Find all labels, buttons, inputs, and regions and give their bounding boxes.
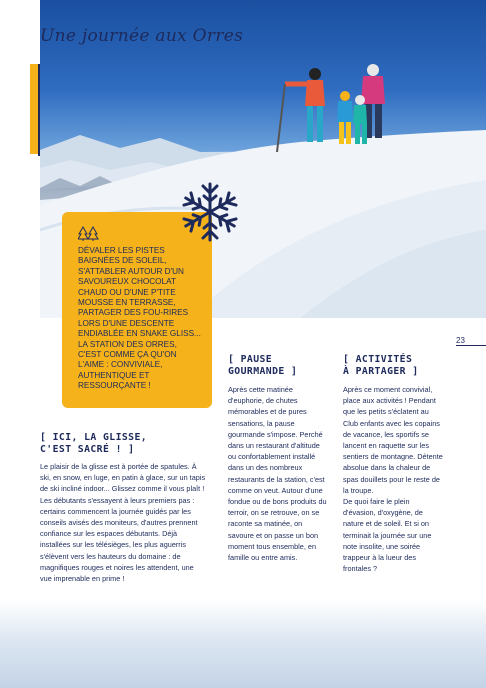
- column-1-heading-line-1: [ ICI, LA GLISSE,: [40, 432, 148, 443]
- column-1-heading: [40, 432, 147, 456]
- column-1-heading-line-2: C'EST SACRÉ ! ]: [40, 444, 135, 455]
- page-title: Une journée aux Orres: [40, 26, 244, 46]
- column-3-heading-line-1: [ ACTIVITÉS: [343, 354, 413, 365]
- column-1-paragraph-1: Le plaisir de la glisse est à portée de spatules. À ski, en snow, en luge, en patin à glace, sur un tapis de ski incliné indoor... Glissez comme il vous plaît !: [40, 462, 206, 494]
- column-3-paragraph-1: Après ce moment convivial, place aux activités ! Pendant que les petits s'éclatent au Club enfants avec les copains de vacance, les sportifs se lancent en raquette sur les sentiers de montagne. Détente absolue dans la chaleur de spas douillets pour le reste de la troupe.: [343, 385, 443, 495]
- page-number: 23: [456, 336, 465, 345]
- skiers-figures: [265, 62, 405, 162]
- column-3-heading: [343, 354, 419, 378]
- column-3-body: [343, 384, 443, 574]
- column-2-body: [228, 384, 328, 563]
- column-3-paragraph-2: De quoi faire le plein d'évasion, d'oxygène, de nature et de soleil. Et si on terminait la journée sur une note insolite, une soirée trappeur à la lueur des frontales ?: [343, 497, 432, 574]
- column-2-heading: [228, 354, 297, 378]
- column-2-heading-line-1: [ PAUSE: [228, 354, 273, 365]
- pine-trees-icon: [78, 226, 100, 242]
- accent-bar-yellow: [30, 64, 38, 154]
- column-1-body: [40, 461, 206, 584]
- column-2-paragraph-1: Après cette matinée d'euphorie, de chutes mémorables et de pures sensations, la pause gourmande s'impose. Perché dans un restaurant d'altitude ou confortablement installé dans un des nombreux restaurants de la station, c'est comme on veut. Autour d'une fondue ou de bons produits du terroir, on se retrouve, on se raconte sa matinée, on savoure et on passe un bon moment tous ensemble, en famille ou entre amis.: [228, 385, 327, 563]
- callout-text: DÉVALER LES PISTES BAIGNÉES DE SOLEIL, S'ATTABLER AUTOUR D'UN SAVOUREUX CHOCOLAT CHAUD OU D'UNE P'TITE MOUSSE EN TERRASSE, PARTAGER DES FOU-RIRES LORS D'UNE DESCENTE ENDIABLÉE EN SNAKE GLISS... LA STATION DES ORRES, C'EST COMME ÇA QU'ON L'AIME : CONVIVIALE, AUTHENTIQUE ET RESSOURÇANTE !: [78, 246, 201, 391]
- column-1-paragraph-2: Les débutants s'essayent à leurs premiers pas : certains commencent la journée guidés par les conseils avisés des moniteurs, d'autres prennent confiance sur les espaces débutants. Déjà installées sur les télésièges, les plus aguerris s'élèvent vers les hauteurs du domaine : de magnifiques rouges et noires les attendent, une vue imprenable en prime !: [40, 495, 198, 584]
- column-2-heading-line-2: GOURMANDE ]: [228, 366, 298, 377]
- frosty-footer-decoration: [0, 600, 486, 688]
- column-3-heading-line-2: À PARTAGER ]: [343, 366, 419, 377]
- page-number-rule: [456, 345, 486, 346]
- snowflake-icon: [178, 180, 242, 244]
- accent-bar-navy: [38, 64, 40, 156]
